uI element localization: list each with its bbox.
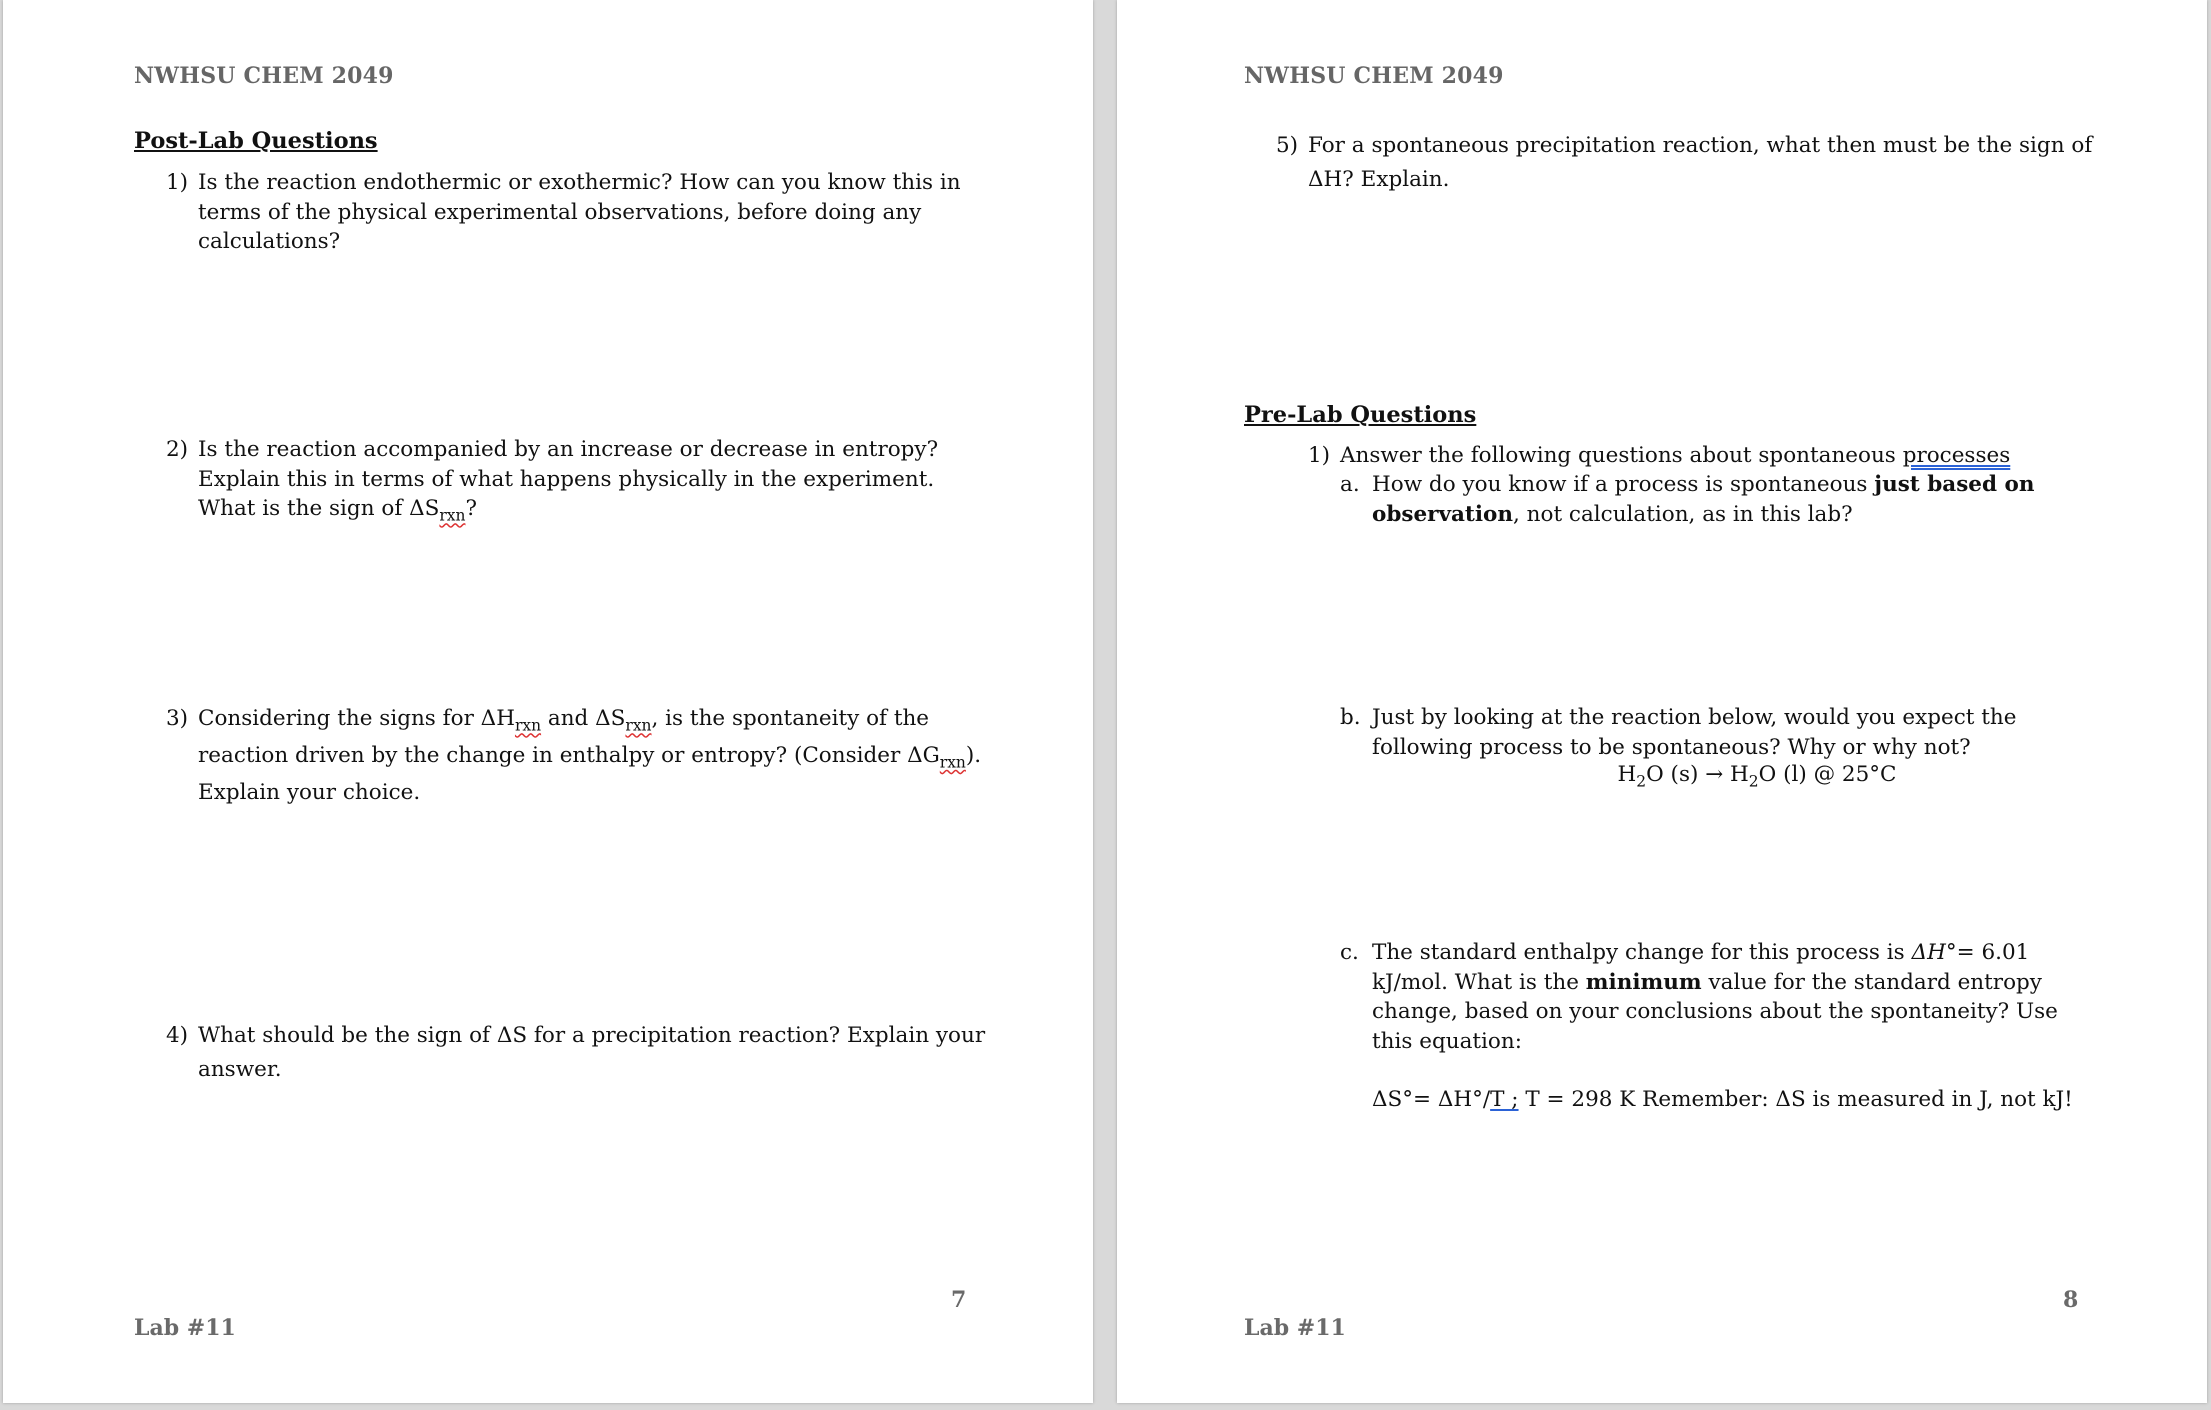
question-line: change, based on your conclusions about the spontaneity? Use bbox=[1372, 999, 2058, 1024]
text-run: How do you know if a process is spontaneous bbox=[1372, 472, 1875, 497]
question-line bbox=[198, 741, 1026, 778]
question-line bbox=[198, 494, 996, 531]
text-run: , not calculation, as in this lab? bbox=[1512, 501, 1853, 527]
question-line: following process to be spontaneous? Why or why not? bbox=[1372, 734, 1971, 760]
question-line: Is the reaction accompanied by an increase or decrease in entropy? bbox=[198, 437, 939, 462]
prelab-question-1 bbox=[1308, 441, 2168, 471]
text-run: T = 298 K Remember: ΔS is measured in J, not kJ! bbox=[1518, 1087, 2073, 1112]
question-line: Is the reaction endothermic or exothermic? How can you know this in bbox=[198, 170, 961, 195]
text-run: = 6.01 bbox=[1956, 940, 2030, 965]
subscript: rxn bbox=[514, 716, 542, 735]
prelab-part-c bbox=[1340, 938, 2170, 1056]
reaction-equation bbox=[1367, 762, 2147, 790]
question-line: ΔH? Explain. bbox=[1308, 167, 1450, 192]
part-label: a. bbox=[1340, 472, 1360, 497]
page-number: 8 bbox=[2063, 1287, 2079, 1313]
question-1 bbox=[166, 168, 996, 257]
page-footer: Lab #11 bbox=[134, 1315, 236, 1341]
text-run: The standard enthalpy change for this process is bbox=[1372, 940, 1912, 965]
question-line: Just by looking at the reaction below, would you expect the bbox=[1372, 705, 2017, 730]
grammar-marked-text: T ; bbox=[1490, 1087, 1519, 1112]
question-line: answer. bbox=[198, 1057, 282, 1082]
question-line: What should be the sign of ΔS for a precipitation reaction? Explain your bbox=[198, 1023, 986, 1048]
text-run: ? bbox=[465, 496, 477, 521]
question-line: Explain your choice. bbox=[198, 779, 421, 805]
question-line: Explain this in terms of what happens physically in the experiment. bbox=[198, 466, 935, 492]
text-run: H bbox=[1617, 762, 1637, 787]
page-header: NWHSU CHEM 2049 bbox=[134, 63, 394, 89]
page-header: NWHSU CHEM 2049 bbox=[1244, 63, 1504, 89]
question-2 bbox=[166, 435, 996, 531]
subscript: 2 bbox=[1636, 772, 1647, 791]
text-run: and ΔS bbox=[541, 706, 626, 731]
bold-text: minimum bbox=[1585, 969, 1702, 995]
text-run: Answer the following questions about spontaneous bbox=[1340, 443, 1903, 468]
part-label: b. bbox=[1340, 705, 1361, 730]
bold-text: observation bbox=[1372, 501, 1513, 527]
italic-text: ΔH° bbox=[1911, 940, 1957, 965]
page-7 bbox=[3, 0, 1093, 1403]
question-line: this equation: bbox=[1372, 1028, 1522, 1054]
page-footer: Lab #11 bbox=[1244, 1315, 1346, 1341]
text-run: What is the sign of ΔS bbox=[198, 496, 440, 521]
question-line bbox=[1372, 500, 2170, 530]
grammar-marked-word: processes bbox=[1902, 443, 2011, 468]
question-number: 3) bbox=[166, 706, 189, 731]
question-line: terms of the physical experimental observations, before doing any bbox=[198, 199, 922, 225]
question-number: 5) bbox=[1276, 133, 1299, 158]
part-label: c. bbox=[1340, 940, 1359, 965]
prelab-part-b bbox=[1340, 703, 2170, 762]
section-title-pre-lab: Pre-Lab Questions bbox=[1244, 402, 1477, 428]
question-3 bbox=[166, 704, 1026, 807]
text-run: ). bbox=[965, 742, 982, 768]
text-run: kJ/mol. What is the bbox=[1372, 969, 1586, 995]
page-8 bbox=[1117, 0, 2207, 1403]
question-number: 1) bbox=[166, 170, 189, 195]
question-number: 2) bbox=[166, 437, 189, 462]
question-line bbox=[198, 704, 1026, 741]
subscript: rxn bbox=[625, 716, 652, 735]
text-run: O (l) @ 25°C bbox=[1758, 762, 1897, 787]
question-5 bbox=[1276, 129, 2176, 197]
page-number: 7 bbox=[951, 1287, 967, 1313]
text-run: , is the spontaneity of the bbox=[651, 706, 930, 731]
section-title-post-lab: Post-Lab Questions bbox=[134, 128, 378, 154]
entropy-equation bbox=[1372, 1085, 2172, 1115]
subscript: rxn bbox=[939, 753, 966, 772]
question-line bbox=[1372, 470, 2170, 500]
question-line bbox=[1372, 968, 2170, 998]
question-number: 4) bbox=[166, 1023, 189, 1048]
text-run: ΔS°= ΔH°/ bbox=[1372, 1087, 1491, 1112]
text-run: reaction driven by the change in enthalpy or entropy? (Consider ΔG bbox=[198, 742, 940, 768]
text-run: Considering the signs for ΔH bbox=[198, 706, 515, 731]
text-run: value for the standard entropy bbox=[1701, 969, 2042, 995]
prelab-part-a bbox=[1340, 470, 2170, 529]
question-line: calculations? bbox=[198, 229, 341, 254]
subscript: 2 bbox=[1748, 772, 1759, 791]
question-line bbox=[1372, 938, 2170, 968]
question-4 bbox=[166, 1019, 1026, 1087]
bold-text: just based on bbox=[1874, 472, 2035, 497]
question-number: 1) bbox=[1308, 443, 1331, 468]
text-run: O (s) → H bbox=[1646, 762, 1749, 787]
subscript: rxn bbox=[439, 506, 466, 525]
question-line: For a spontaneous precipitation reaction, what then must be the sign of bbox=[1308, 133, 2093, 158]
